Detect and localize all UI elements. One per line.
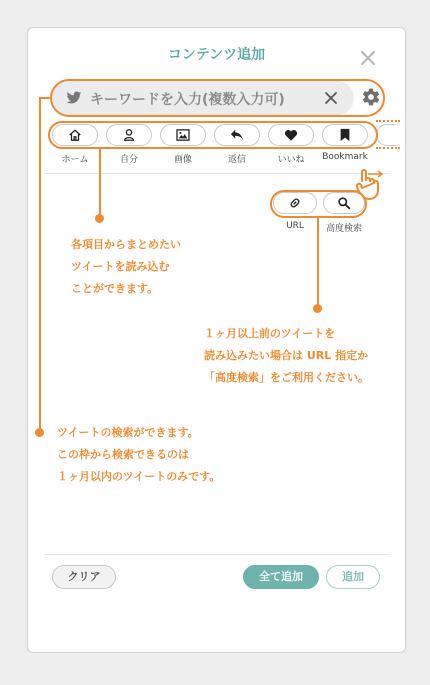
search-connector-line xyxy=(39,97,41,432)
search-connector-dot xyxy=(35,428,44,437)
advanced-search-label: 高度検索 xyxy=(325,224,362,234)
url-label: URL xyxy=(286,221,304,231)
add-all-button[interactable]: 全て追加 xyxy=(243,565,319,589)
dialog-title: コンテンツ追加 xyxy=(167,47,266,63)
filter-reply-label: 返信 xyxy=(227,155,246,165)
filter-bookmark-label: Bookmark xyxy=(322,152,368,162)
filters-connector-dot xyxy=(95,214,104,223)
filters-outline-continuation xyxy=(376,147,400,149)
gear-icon[interactable] xyxy=(361,87,381,107)
filter-like-label: いいね xyxy=(277,155,305,165)
search-annotation: ツイートの検索ができます。 この枠から検索できるのは １ヶ月以内のツイートのみです。 xyxy=(57,426,221,483)
filters-outline-continuation xyxy=(376,120,400,122)
filter-home-label: ホーム xyxy=(61,155,89,165)
divider xyxy=(44,173,389,174)
filter-image-label: 画像 xyxy=(173,155,192,165)
tools-annotation: １ヶ月以上前のツイートを 読み込みたい場合は URL 指定か 「高度検索」をご利用ください。 xyxy=(204,327,369,384)
tools-connector-line xyxy=(317,216,319,306)
filters-annotation: 各項目からまとめたい ツイートを読み込む ことができます。 xyxy=(71,238,181,295)
filters-connector-line xyxy=(99,149,101,216)
filters-highlight-outline xyxy=(48,121,378,149)
add-button[interactable]: 追加 xyxy=(326,565,380,589)
close-icon[interactable] xyxy=(360,50,376,66)
search-connector-line xyxy=(39,97,51,99)
search-highlight-outline xyxy=(50,79,385,117)
filter-self-label: 自分 xyxy=(119,155,138,165)
clear-button[interactable]: クリア xyxy=(52,565,116,589)
footer-divider xyxy=(44,554,389,555)
tools-connector-dot xyxy=(313,304,322,313)
filter-more-button[interactable] xyxy=(376,124,396,146)
add-content-dialog xyxy=(27,27,406,653)
search-input[interactable]: キーワードを入力(複数入力可) xyxy=(90,92,285,108)
tools-highlight-outline xyxy=(270,190,367,218)
